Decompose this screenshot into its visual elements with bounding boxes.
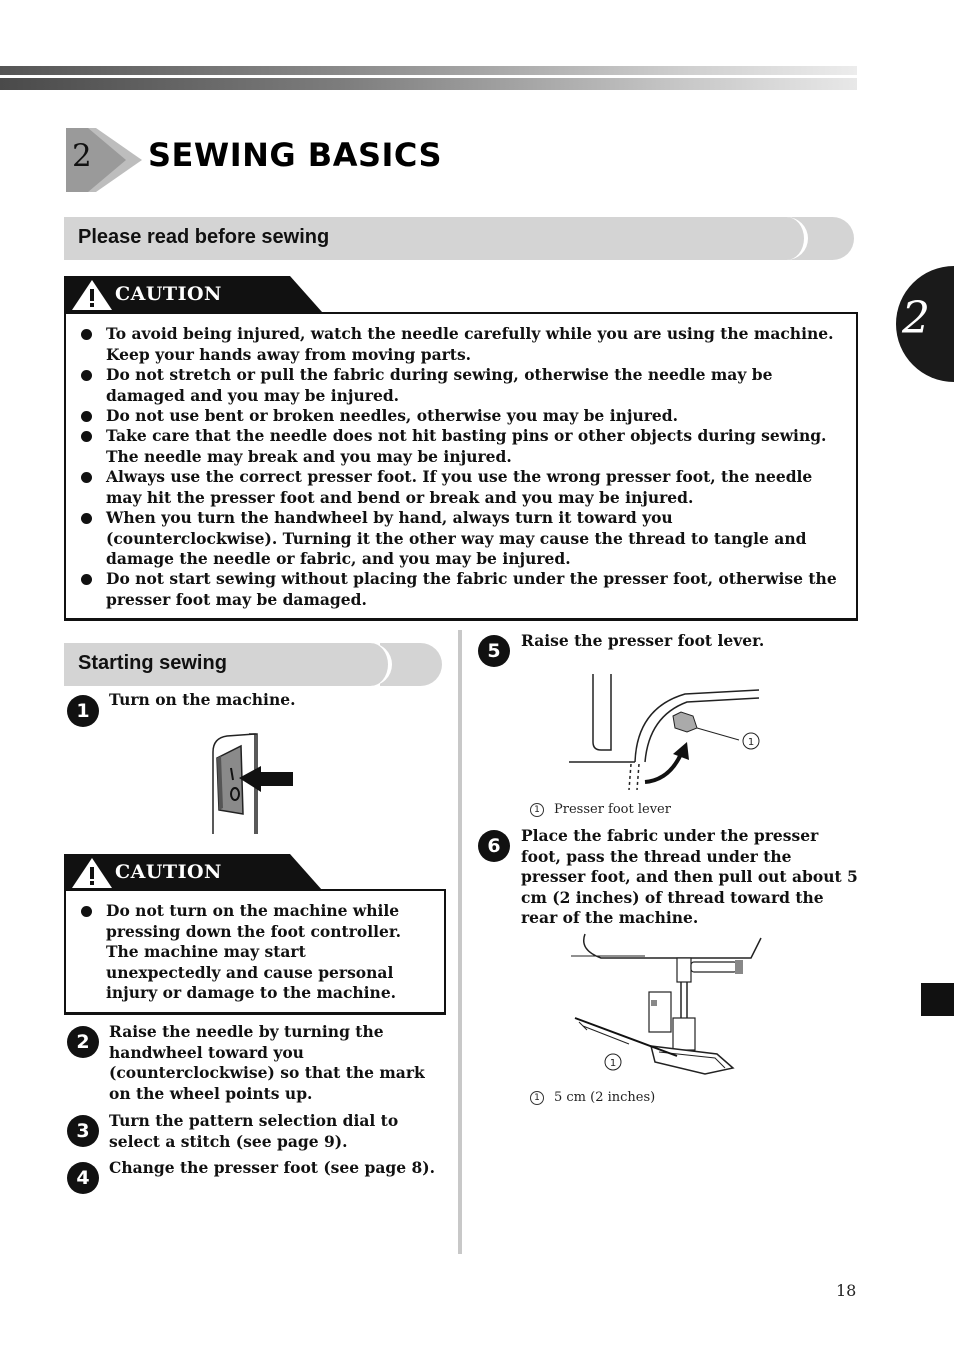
step-number-badge: 4 bbox=[67, 1162, 99, 1194]
step-text: Change the presser foot (see page 8). bbox=[109, 1158, 436, 1177]
bullet-icon bbox=[81, 329, 92, 340]
callout-number: 1 bbox=[530, 803, 544, 817]
caution-item: Take care that the needle does not hit basting pins or other objects during sewing. The needle may break and you may be injured. bbox=[106, 426, 827, 466]
bullet-icon bbox=[81, 411, 92, 422]
step-number-badge: 2 bbox=[67, 1026, 99, 1058]
step-text: Raise the needle by turning the handwheel toward you (counterclockwise) so that the mark on the wheel points up. bbox=[109, 1022, 425, 1103]
bullet-icon bbox=[81, 431, 92, 442]
caption-text: 5 cm (2 inches) bbox=[554, 1090, 656, 1105]
step-number-badge: 1 bbox=[67, 695, 99, 727]
chapter-side-tab-number: 2 bbox=[902, 293, 930, 344]
fabric-placement-illustration bbox=[565, 928, 765, 1080]
caution-item: When you turn the handwheel by hand, always turn it toward you (counterclockwise). Turning it the other way may cause the thread to tangle and damage the needle or fabric, and you may be injured. bbox=[106, 508, 807, 568]
step-text: Raise the presser foot lever. bbox=[521, 631, 765, 650]
presser-foot-lever-illustration bbox=[565, 672, 765, 794]
step-number-badge: 6 bbox=[478, 830, 510, 862]
figure-caption-lever bbox=[530, 802, 671, 817]
section-title-read-before: Please read before sewing bbox=[78, 226, 330, 248]
callout-number: 1 bbox=[530, 1091, 544, 1105]
bullet-icon bbox=[81, 513, 92, 524]
power-switch-illustration bbox=[205, 730, 305, 836]
callout-number: 1 bbox=[609, 1058, 617, 1069]
caution-item: Always use the correct presser foot. If you use the wrong presser foot, the needle may hit the presser foot and bend or break and you may be injured. bbox=[106, 467, 813, 507]
step-number-badge: 5 bbox=[478, 635, 510, 667]
side-marker-block bbox=[921, 983, 954, 1016]
bullet-icon bbox=[81, 370, 92, 381]
bullet-icon bbox=[81, 472, 92, 483]
step-text: Turn on the machine. bbox=[109, 690, 296, 709]
caution-label: CAUTION bbox=[115, 861, 222, 883]
caution-label: CAUTION bbox=[115, 283, 222, 305]
chapter-title: SEWING BASICS bbox=[148, 136, 443, 174]
callout-number: 1 bbox=[747, 737, 755, 748]
caption-text: Presser foot lever bbox=[554, 802, 671, 817]
step-text: Place the fabric under the presser foot, pass the thread under the presser foot, and then pull out about 5 cm (2 inches) of thread toward the rear of the machine. bbox=[521, 826, 858, 927]
chapter-number: 2 bbox=[72, 138, 92, 174]
header-bar-top bbox=[0, 66, 857, 75]
caution-item: To avoid being injured, watch the needle carefully while you are using the machine. Keep your hands away from moving parts. bbox=[106, 324, 834, 364]
bullet-icon bbox=[81, 574, 92, 585]
bullet-icon bbox=[81, 906, 92, 917]
header-bar-bottom bbox=[0, 78, 857, 90]
column-divider bbox=[458, 630, 462, 1254]
caution-item: Do not use bent or broken needles, otherwise you may be injured. bbox=[106, 406, 678, 425]
section-title-starting-sewing: Starting sewing bbox=[78, 652, 227, 674]
step-text: Turn the pattern selection dial to select a stitch (see page 9). bbox=[109, 1111, 399, 1151]
step-number-badge: 3 bbox=[67, 1115, 99, 1147]
page-number: 18 bbox=[836, 1281, 857, 1300]
figure-caption-fabric bbox=[530, 1090, 655, 1105]
caution-item: Do not start sewing without placing the fabric under the presser foot, otherwise the presser foot may be damaged. bbox=[106, 569, 837, 609]
caution-item: Do not turn on the machine while pressing down the foot controller. The machine may start unexpectedly and cause personal injury or damage to the machine. bbox=[106, 901, 401, 1002]
caution-item: Do not stretch or pull the fabric during sewing, otherwise the needle may be damaged and you may be injured. bbox=[106, 365, 773, 405]
